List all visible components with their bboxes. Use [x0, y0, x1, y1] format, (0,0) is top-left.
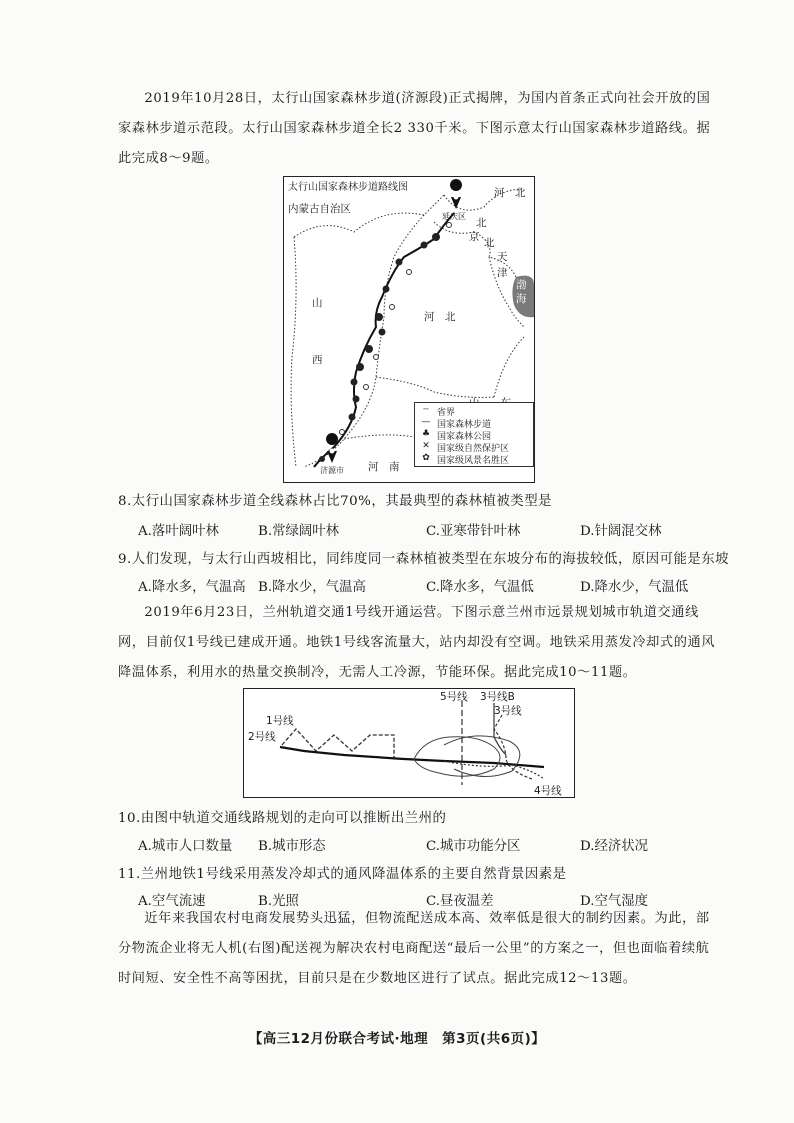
label-beijing-3: 北: [484, 237, 495, 249]
loop-2: [444, 736, 520, 777]
border-east: [494, 337, 524, 397]
label-yanqing: 延庆区: [442, 212, 466, 221]
reserve-legend-icon: ✕: [422, 441, 430, 451]
border-henan: [344, 435, 414, 439]
intro-paragraph-12-13: 近年来我国农村电商发展势头迅猛，但物流配送成本高、效率低是很大的制约因素。为此，部分物流企业将无人机(右图)配送视为解决农村电商配送“最后一公里”的方案之一，但也面临着续航时间短、安全性不高等困扰，目前只是在少数地区进行了试点。据此完成12～13题。: [118, 911, 710, 986]
label-inner-mongolia: 内蒙古自治区: [288, 203, 351, 215]
metro-drawing: [244, 689, 574, 797]
park-legend-icon: ♣: [421, 429, 431, 439]
border-shanxi-hebei: [304, 215, 424, 467]
intro-paragraph-8-9: 2019年10月28日，太行山国家森林步道(济源段)正式揭牌，为国内首条正式向社会开放的国家森林步道示范段。太行山国家森林步道全长2 330千米。下图示意太行山国家森林步道路线。据此完成8～9题。: [118, 91, 711, 166]
map-legend: [414, 402, 534, 467]
q11-option-d: D.空气湿度: [580, 894, 649, 909]
label-shanxi-2: 西: [312, 354, 323, 366]
q8-option-d: D.针阔混交林: [580, 524, 662, 539]
label-hebei-top: 河 北: [494, 187, 526, 199]
line-1: [280, 747, 544, 767]
q8-option-b: B.常绿阔叶林: [258, 524, 340, 539]
yanqing-pin-icon: [450, 179, 462, 209]
label-bohai-1: 渤: [516, 279, 527, 291]
label-line-3b: 3号线B: [480, 691, 515, 703]
q10-option-a: A.城市人口数量: [138, 839, 233, 854]
legend-border: 省界: [437, 408, 456, 418]
legend-reserve: 国家级自然保护区: [437, 444, 510, 454]
q9-option-d: D.降水少，气温低: [580, 580, 689, 595]
q10-option-b: B.城市形态: [258, 839, 326, 854]
border-legend-icon: ┄: [423, 405, 429, 415]
label-shanxi-1: 山: [312, 297, 323, 309]
label-beijing-2: 京: [469, 231, 480, 243]
q11-option-c: C.昼夜温差: [426, 894, 494, 909]
intro-paragraph-10-11: 2019年6月23日，兰州轨道交通1号线开通运营。下图示意兰州市远景规划城市轨道交通线网，目前仅1号线已建成开通。地铁1号线客流量大，站内却没有空调。地铁采用蒸发冷却式的通风降温体系，利用水的热量交换制冷，无需人工冷源，节能环保。据此完成10～11题。: [118, 605, 716, 680]
question-9: 9.人们发现，与太行山西坡相比，同纬度同一森林植被类型在东坡分布的海拔较低，原因可能是东坡: [118, 552, 730, 567]
legend-scenic: 国家级风景名胜区: [437, 456, 510, 466]
scenic-legend-icon: ✿: [422, 453, 430, 463]
label-line-2: 2号线: [248, 731, 276, 743]
label-bohai-2: 海: [516, 293, 527, 305]
taihang-trail-map: [283, 176, 535, 483]
label-line-5: 5号线: [440, 691, 468, 703]
q8-option-a: A.落叶阔叶林: [138, 524, 219, 539]
q8-option-c: C.亚寒带针叶林: [426, 524, 521, 539]
q9-option-c: C.降水多，气温低: [426, 580, 534, 595]
label-jiyuan: 济源市: [320, 466, 344, 475]
q9-option-b: B.降水少，气温高: [258, 580, 366, 595]
legend-trail: 国家森林步道: [437, 420, 492, 430]
label-hebei: 河 北: [424, 311, 456, 323]
label-tianjin-2: 津: [497, 267, 508, 279]
label-line-4: 4号线: [534, 785, 562, 797]
legend-park: 国家森林公园: [437, 432, 492, 442]
question-10: 10.由图中轨道交通线路规划的走向可以推断出兰州的: [118, 811, 447, 826]
question-8: 8.太行山国家森林步道全线森林占比70%，其最典型的森林植被类型是: [118, 494, 552, 509]
label-beijing-1: 北: [476, 217, 487, 229]
label-line-1: 1号线: [266, 715, 294, 727]
border-west: [291, 237, 296, 467]
question-11: 11.兰州地铁1号线采用蒸发冷却式的通风降温体系的主要自然背景因素是: [118, 867, 567, 882]
page-footer: 【高三12月份联合考试·地理 第3页(共6页)】: [248, 1031, 546, 1047]
q10-option-d: D.经济状况: [580, 839, 649, 854]
label-tianjin-1: 天: [497, 251, 508, 263]
label-line-3: 3号线: [494, 705, 522, 717]
q11-option-b: B.光照: [258, 894, 299, 909]
q11-option-a: A.空气流速: [138, 894, 206, 909]
label-henan: 河 南: [368, 461, 400, 473]
lanzhou-metro-map: [243, 688, 575, 798]
trail-legend-icon: —: [421, 417, 431, 427]
map-title: 太行山国家森林步道路线图: [286, 178, 410, 193]
q10-option-c: C.城市功能分区: [426, 839, 521, 854]
q9-option-a: A.降水多，气温高: [138, 580, 246, 595]
